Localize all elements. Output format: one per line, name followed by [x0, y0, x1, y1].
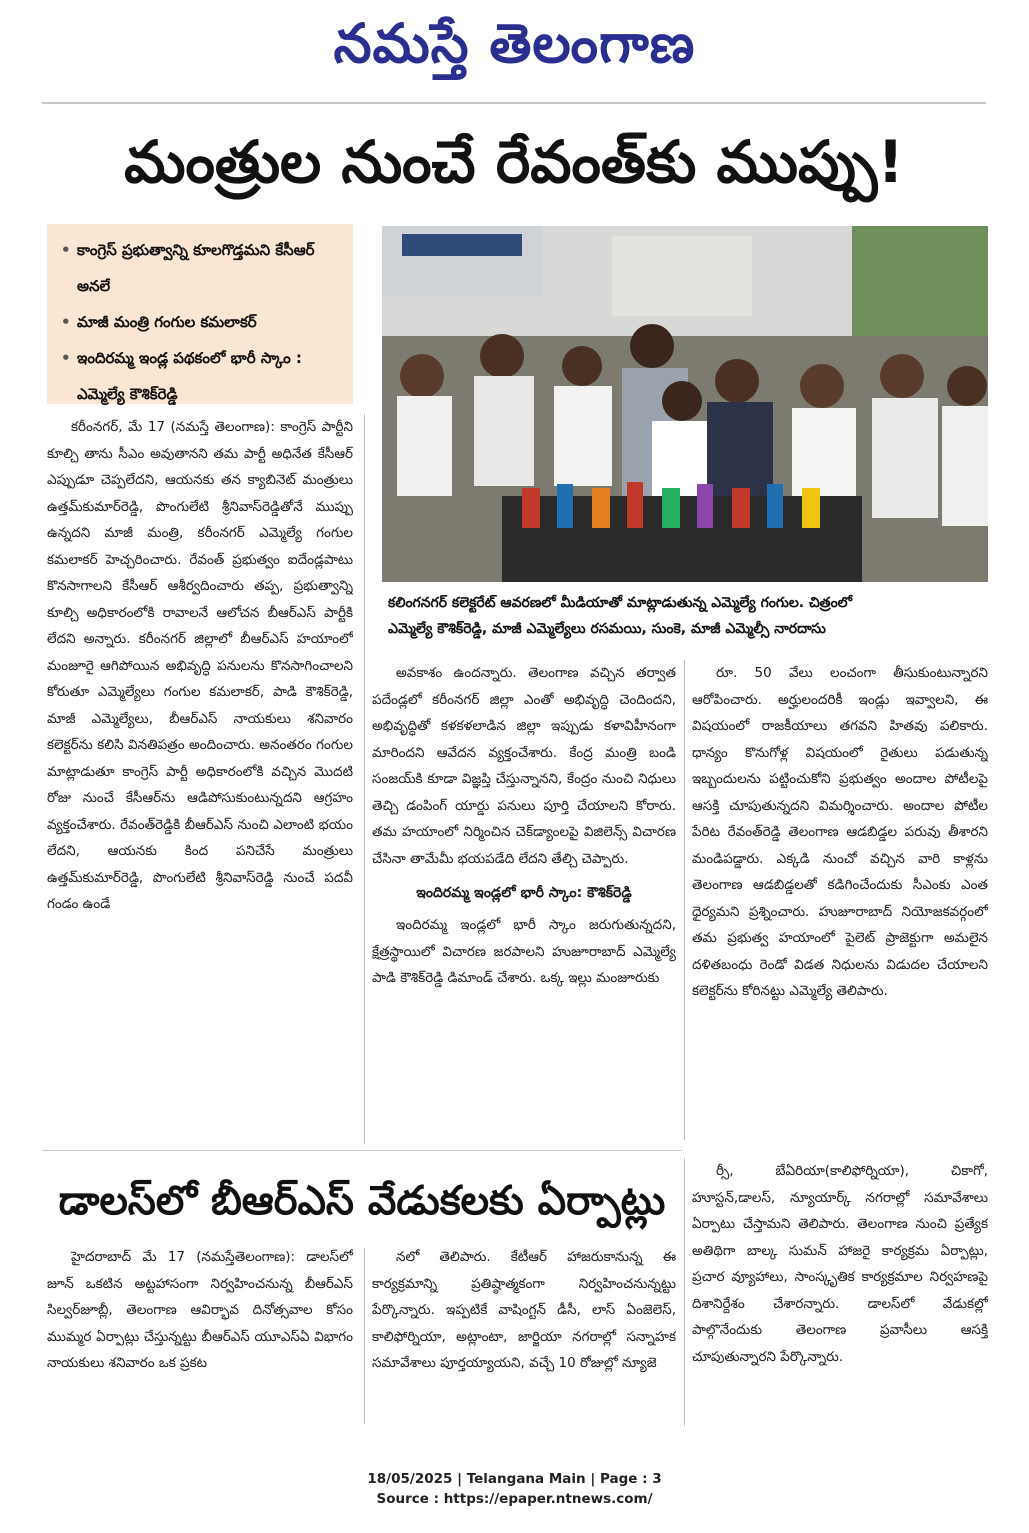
column-divider — [684, 1158, 685, 1426]
masthead-rule — [42, 102, 986, 104]
highlight-item: • ఇందిరమ్మ ఇండ్ల పథకంలో భారీ స్కాం : ఎమ్మెల్యే కౌశిక్‌రెడ్డి — [61, 340, 343, 412]
highlights-box — [47, 224, 353, 404]
story2-column-1 — [47, 1244, 353, 1430]
story2-headline: డాలస్‌లో బీఆర్‌ఎస్ వేడుకలకు ఏర్పాట్లు — [58, 1178, 666, 1224]
story1-paragraph: రూ. 50 వేలు లంచంగా తీసుకుంటున్నారని ఆరోపించారు. అర్హులందరికీ ఇండ్లు ఇవ్వాలని, ఈ విషయంలో రాజకీయాలు తగవని హితవు పలికారు. ధాన్యం కొనుగోళ్ల విషయంలో రైతులు పడుతున్న ఇబ్బందులను పట్టించుకోని ప్రభుత్వం అందాల పోటీలపై ఆసక్తి చూపుతున్నదని విమర్శించారు. అందాల పోటీల పేరిట రేవంత్‌రెడ్డి తెలంగాణ ఆడబిడ్డల పరువు తీశారని మండిపడ్డారు. ఎక్కడి నుంచో వచ్చిన వారి కాళ్లను తెలంగాణ ఆడబిడ్డలతో కడిగించేందుకు సీఎంకు ఎంత ధైర్యమని ప్రశ్నించారు. హుజూరాబాద్ నియోజకవర్గంలో తమ ప్రభుత్వ హయాంలో పైలెట్ ప్రాజెక్టుగా అమలైన దళితబంధు రెండో విడత నిధులను విడుదల చేయాలని కలెక్టర్‌ను కోరినట్టు ఎమ్మెల్యే తెలిపారు. — [692, 665, 988, 999]
story1-column-1 — [47, 414, 353, 1154]
story2-column-3 — [692, 1158, 988, 1430]
page-footer — [0, 1469, 1029, 1509]
news-photo — [382, 226, 988, 582]
story2-column-2 — [372, 1244, 676, 1430]
column-divider — [684, 660, 685, 1140]
photo-caption — [382, 588, 988, 644]
masthead: నమస్తే తెలంగాణ — [333, 12, 696, 75]
photo-caption-line-1: కలింగనగర్ కలెక్టరేట్ ఆవరణలో మీడియాతో మాట్లాడుతున్న ఎమ్మెల్యే గంగుల. చిత్రంలో — [388, 595, 853, 611]
footer-source: Source : https://epaper.ntnews.com/ — [376, 1491, 653, 1507]
highlight-item: • కాంగ్రెస్ ప్రభుత్వాన్ని కూలగొడ్తమని కేసీఆర్ అనలే — [61, 232, 343, 304]
story1-subheading: ఇందిరమ్మ ఇండ్లలో భారీ స్కాం: కౌశిక్‌రెడ్డి — [416, 885, 632, 901]
photo-caption-line-2: ఎమ్మెల్యే కౌశిక్‌రెడ్డి, మాజీ ఎమ్మెల్యేలు రసమయి, సుంకె, మాజీ ఎమ్మెల్సీ నారదాసు — [388, 621, 826, 637]
story2-paragraph: హైదరాబాద్ మే 17 (నమస్తేతెలంగాణ): డాలస్‌లో జూన్ ఒకటిన అట్టహాసంగా నిర్వహించనున్న బీఆర్‌ఎస్ సిల్వర్‌జూబ్లీ, తెలంగాణ ఆవిర్భావ దినోత్సవాల కోసం ముమ్మర ఏర్పాట్లు చేస్తున్నట్టు బీఆర్‌ఎస్ యూఎస్‌ఏ విభాగం నాయకులు శనివారం ఒక ప్రకట — [47, 1249, 353, 1371]
story1-paragraph: ఇందిరమ్మ ఇండ్లలో భారీ స్కాం జరుగుతున్నదని, క్షేత్రస్థాయిలో విచారణ జరపాలని హుజూరాబాద్ ఎమ్మెల్యే పాడి కౌశిక్‌రెడ్డి డిమాండ్ చేశారు. ఒక్క ఇల్లు మంజూరుకు — [372, 917, 676, 986]
story2-paragraph: ర్సీ, బేఏరియా(కాలిఫోర్నియా), చికాగో, హూస్టన్,డాలస్, న్యూయార్క్ నగరాల్లో సమావేశాలు ఏర్పాటు చేస్తామని తెలిపారు. తెలంగాణ నుంచి ప్రత్యేక అతిథిగా బాల్క సుమన్ హాజరై కార్యక్రమ ఏర్పాట్లు, ప్రచార వ్యూహాలు, సాంస్కృతిక కార్యక్రమాల నిర్వహణపై దిశానిర్దేశం చేశారన్నారు. డాలస్‌లో వేడుకల్లో పాల్గొనేందుకు తెలంగాణ ప్రవాసీలు ఆసక్తి చూపుతున్నారని పేర్కొన్నారు. — [692, 1163, 988, 1365]
story1-paragraph: అవకాశం ఉందన్నారు. తెలంగాణ వచ్చిన తర్వాత పదేండ్లలో కరీంనగర్ జిల్లా ఎంతో అభివృద్ధి చెందిందని, అభివృద్ధితో కళకళలాడిన జిల్లా ఇప్పుడు కళావిహీనంగా మారిందని ఆవేదన వ్యక్తంచేశారు. కేంద్ర మంత్రి బండి సంజయ్‌కి కూడా విజ్ఞప్తి చేస్తున్నానని, కేంద్రం నుంచి నిధులు తెచ్చి డంపింగ్ యార్డు పనులు పూర్తి చేయాలని కోరారు. తమ హయాంలో నిర్మించిన చెక్‌డ్యాంలపై విజిలెన్స్ విచారణ చేసినా తామేమీ భయపడేది లేదని తేల్చి చెప్పారు. — [372, 665, 676, 867]
story1-column-3 — [692, 660, 988, 1140]
story2-paragraph: నలో తెలిపారు. కేటీఆర్ హాజరుకానున్న ఈ కార్యక్రమాన్ని ప్రతిష్ఠాత్మకంగా నిర్వహించనున్నట్టు పేర్కొన్నారు. ఇప్పటికే వాషింగ్టన్ డీసీ, లాస్ ఏంజెలెస్, కాలిఫోర్నియా, అట్లాంటా, జార్జియా నగరాల్లో సన్నాహక సమావేశాలు పూర్తయ్యాయని, వచ్చే 10 రోజుల్లో న్యూజె — [372, 1249, 676, 1371]
highlight-item: • మాజీ మంత్రి గంగుల కమలాకర్ — [61, 304, 343, 340]
column-divider — [364, 1248, 365, 1424]
story1-column-2 — [372, 660, 676, 1140]
story1-paragraph: కరీంనగర్, మే 17 (నమస్తే తెలంగాణ): కాంగ్రెస్ పార్టీని కూల్చి తాను సీఎం అవుతానని తమ పార్టీ అధినేత కేసీఆర్ ఎప్పుడూ చెప్పలేదని, ఆయనకు తన క్యాబినెట్ మంత్రులు ఉత్తమ్‌కుమార్‌రెడ్డి, పొంగులేటి శ్రీనివాస్‌రెడ్డితోనే ముప్పు ఉన్నదని మాజీ మంత్రి, కరీంనగర్ ఎమ్మెల్యే గంగుల కమలాకర్ హెచ్చరించారు. రేవంత్ ప్రభుత్వం ఐదేండ్లపాటు కొనసాగాలని కేసీఆర్ ఆశీర్వదించారు తప్ప, ప్రభుత్వాన్ని కూల్చి అధికారంలోకి రావాలనే ఆలోచన బీఆర్‌ఎస్ పార్టీకి లేదని అన్నారు. కరీంనగర్ జిల్లాలో బీఆర్‌ఎస్ హయాంలో మంజూరై ఆగిపోయిన అభివృద్ధి పనులను కొనసాగించాలని కోరుతూ ఎమ్మెల్యేలు గంగుల కమలాకర్, పాడి కౌశిక్‌రెడ్డి, మాజీ ఎమ్మెల్యేలు, బీఆర్‌ఎస్ నాయకులు శనివారం కలెక్టర్‌ను కలిసి వినతిపత్రం అందించారు. అనంతరం గంగుల మాట్లాడుతూ కాంగ్రెస్ పార్టీ అధికారంలోకి వచ్చిన మొదటి రోజు నుంచే కేసీఆర్‌ను ఆడిపోసుకుంటున్నదని ఆగ్రహం వ్యక్తంచేశారు. రేవంత్‌రెడ్డికి బీఆర్‌ఎస్ నుంచి ఎలాంటి భయం లేదని, ఆయనకు కింద పనిచేసే మంత్రులు ఉత్తమ్‌కుమార్‌రెడ్డి, పొంగులేటి శ్రీనివాస్‌రెడ్డి నుంచే పదవీ గండం ఉండే — [47, 419, 353, 912]
footer-date-edition: 18/05/2025 | Telangana Main | Page : 3 — [367, 1471, 662, 1487]
press-meet-illustration — [382, 226, 988, 582]
column-divider — [364, 414, 365, 1144]
story-divider — [42, 1150, 682, 1151]
page-headline: మంత్రుల నుంచే రేవంత్‌కు ముప్పు! — [124, 128, 904, 196]
